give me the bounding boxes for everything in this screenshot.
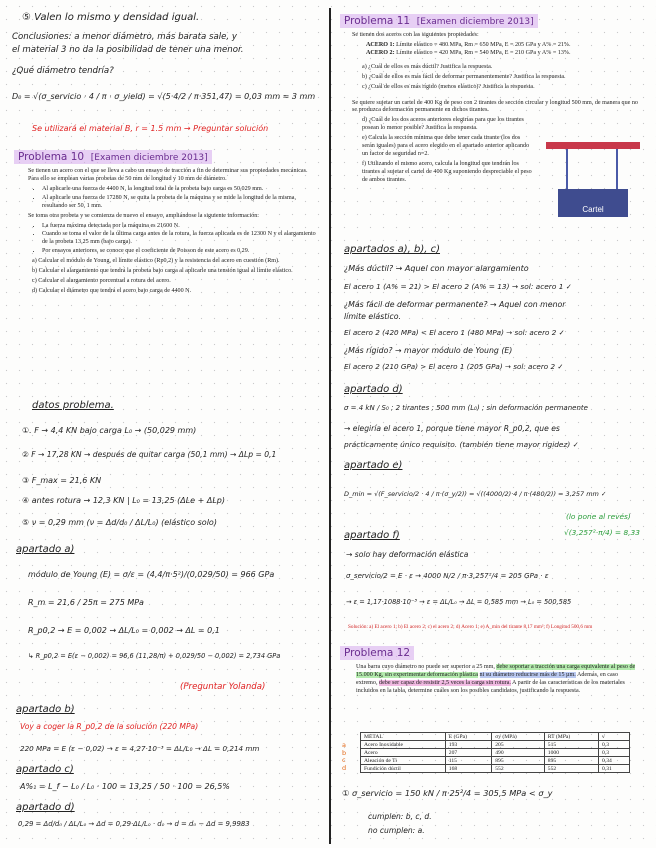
table-cell: 207 <box>445 749 491 757</box>
red-note: Voy a coger la R_p0,2 de la solución (220 MPa) <box>20 722 199 731</box>
steel-line <box>366 50 644 58</box>
table-cell: Acero <box>361 749 446 757</box>
section-heading: apartado d) <box>16 802 75 813</box>
statement-question: b) ¿Cuál de ellos es más fácil de deformar permanentemente? Justifica la respuesta. <box>362 73 566 80</box>
conclusion-line: no cumplen: a. <box>368 826 425 835</box>
table-cell: 193 <box>445 741 491 749</box>
work-line: ① σ_servicio = 150 kN / π·25²/4 = 305,5 MPa < σ_y <box>342 788 553 798</box>
table-cell: 115 <box>445 757 491 765</box>
handwritten-formula: D₀ = √(σ_servicio · 4 / π · σ_yield) = √(5·4/2 / π·351,47) = 0,03 mm ≈ 3 mm <box>12 92 316 101</box>
statement-bullet: • Por ensayos anteriores, se conoce que el coeficiente de Poisson de este acero es 0,29. <box>42 248 318 256</box>
table-cell: 0,3 <box>599 749 630 757</box>
statement-question: a) ¿Cuál de ellos es más dúctil? Justifica la respuesta. <box>362 63 493 70</box>
row-mark: b <box>342 748 347 757</box>
work-line: D_min = √(F_servicio/2 · 4 / π·(σ_y/2)) = √((4000/2)·4 / π·(480/2)) = 3,257 mm ✓ <box>344 490 607 498</box>
statement-question: c) ¿Cuál de ellos es más rígido (menos elástico)? Justifica la respuesta. <box>362 83 535 90</box>
steel-line <box>366 42 644 50</box>
highlighted-text: debe soportar a tracción una carga equivalente al peso de 15.000 Kg, sin experimentar deformación plástica <box>356 664 636 678</box>
work-line: ¿Más dúctil? → Aquel con mayor alargamiento <box>344 264 529 273</box>
statement-question: c) Calcular el alargamiento porcentual a rotura del acero. <box>32 278 171 285</box>
section-heading: datos problema. <box>32 400 114 411</box>
table-cell: 168 <box>445 765 491 773</box>
section-heading: apartado a) <box>16 544 75 555</box>
data-line: ①. F → 4,4 KN bajo carga L₀ → (50,029 mm) <box>22 426 197 435</box>
problem-title-text: Problema 10 <box>18 151 85 163</box>
green-note: (lo pone al revés) <box>566 512 631 521</box>
red-note: (Preguntar Yolanda) <box>180 682 266 692</box>
statement-paragraph: Se toma otra probeta y se comienza de nuevo el ensayo, ampliándose la siguiente información: <box>28 212 259 219</box>
table-cell: Aleación de Ti <box>361 757 446 765</box>
highlighted-text: ni su diámetro reducirse más de 15 µm. <box>479 671 576 678</box>
table-header: E (GPa) <box>445 733 491 741</box>
table-row-marks <box>342 742 346 772</box>
statement-bullet: • Al aplicarle una fuerza de 4400 N, la longitud total de la probeta bajo carga es 50,029 mm. <box>42 186 318 194</box>
highlighted-text: debe ser capaz de resistir 2,5 veces la carga sin rotura. <box>379 679 511 686</box>
table-cell: 515 <box>544 741 598 749</box>
problem-exam-tag: [Examen diciembre 2013] <box>90 153 208 163</box>
work-line: → ε = 1,17·1088·10⁻³ → ε = ΔL/L₀ → ΔL = 0,585 mm → L₀ = 500,585 <box>346 598 572 606</box>
table-cell: 205 <box>492 741 545 749</box>
materials-table <box>360 732 630 773</box>
work-line: → elegiría el acero 1, porque tiene mayor R_p0,2, que es <box>344 424 560 433</box>
solution-line: Solución: a) El acero 1; b) El acero 2; c) el acero 2; d) Acero 1; e) A_min del tirante 8,17 mm²; f) Longitud 500,6 mm <box>348 624 593 630</box>
problem-exam-tag: [Examen diciembre 2013] <box>416 17 534 27</box>
steel-label: ACERO 1: <box>366 41 395 48</box>
statement-bullet: • Al aplicarle una fuerza de 17280 N, se quita la probeta de la máquina y se mide la longitud de la misma, resultando ser 50, 1 mm. <box>42 195 318 211</box>
statement-question: a) Calcular el módulo de Young, el límite elástico (Rp0,2) y la resistencia del acero en cuestión (Rm). <box>32 258 280 265</box>
table-cell: 490 <box>492 749 545 757</box>
statement-paragraph: Se tienen un acero con el que se lleva a cabo un ensayo de tracción a fin de determinar sus propiedades mecánicas. Para ello se emplean varias probetas de 50 mm de longitud y 10 mm de diámetro. <box>28 168 308 182</box>
work-line: límite elástico. <box>344 312 401 321</box>
conclusion-line: cumplen: b, c, d. <box>368 812 432 821</box>
statement-question: e) Calcula la sección mínima que debe tener cada tirante (los dos serán iguales) para el acero elegido en el apartado anterior aplicando un factor de seguridad n=2. <box>362 135 530 158</box>
table-row <box>361 749 630 757</box>
data-line: ② F → 17,28 KN → después de quitar carga (50,1 mm) → ΔLp = 0,1 <box>22 450 277 459</box>
problem-title-text: Problema 11 <box>344 15 411 27</box>
table-cell: 552 <box>492 765 545 773</box>
section-heading: apartados a), b), c) <box>344 244 441 255</box>
tie-rod <box>566 149 568 189</box>
column-divider <box>329 8 331 844</box>
support-beam <box>546 142 640 149</box>
table-header: σy (MPa) <box>492 733 545 741</box>
problem-statement <box>28 168 318 298</box>
data-line: ③ F_max = 21,6 KN <box>22 476 102 485</box>
table-row <box>361 757 630 765</box>
table-row <box>361 765 630 773</box>
work-line: ¿Más rígido? → mayor módulo de Young (E) <box>344 346 513 355</box>
table-cell: 895 <box>492 757 545 765</box>
row-mark: a <box>342 741 346 749</box>
problem-title <box>340 646 414 660</box>
work-line: → solo hay deformación elástica <box>346 550 469 559</box>
statement-bullet: • Cuando se toma el valor de la última carga antes de la rotura, la fuerza aplicada es de 12300 N y el alargamiento de la probeta 13,25 mm (bajo carga). <box>42 231 318 247</box>
work-line: σ = 4 kN / S₀ ; 2 tirantes ; 500 mm (L₀) ; sin deformación permanente <box>344 404 588 412</box>
work-line: El acero 2 (420 MPa) < El acero 1 (480 MPa) → sol: acero 2 ✓ <box>344 328 565 337</box>
problem-statement <box>356 664 640 698</box>
note-line: Conclusiones: a menor diámetro, más barata sale, y <box>12 32 237 42</box>
section-heading: apartado f) <box>344 530 400 541</box>
problem-title <box>340 14 538 28</box>
tie-rod <box>616 149 618 189</box>
table-cell: 0,31 <box>599 765 630 773</box>
note-line: ⑤ Valen lo mismo y densidad igual. <box>22 12 200 23</box>
table-cell: 0,34 <box>599 757 630 765</box>
table-cell: 1000 <box>544 749 598 757</box>
table-header: RT (MPa) <box>544 733 598 741</box>
work-line: R_m = 21,6 / 25π = 275 MPa <box>28 598 144 607</box>
problem-title-text: Problema 12 <box>344 647 411 659</box>
green-note: √(3,257²·π/4) = 8,33 <box>564 528 640 537</box>
steel-props: Límite elástico = 420 MPa, Rm = 540 MPa, E = 210 GPa y A% = 13%. <box>396 49 571 56</box>
work-line: El acero 2 (210 GPa) > El acero 1 (205 GPa) → sol: acero 2 ✓ <box>344 362 564 371</box>
statement-question: f) Utilizando el mismo acero, calcula la longitud que tendrán los tirantes al sujetar el cartel de 400 Kg suponiendo despreciable el peso de ambos tirantes. <box>362 160 532 183</box>
table-cell: Acero Inoxidable <box>361 741 446 749</box>
section-heading: apartado c) <box>16 764 74 775</box>
work-line: prácticamente único requisito. (también tiene mayor rigidez) ✓ <box>344 440 579 449</box>
statement-question: d) Calcular el diámetro que tendrá el acero bajo carga de 4400 N. <box>32 287 192 294</box>
statement-paragraph: Se tienen dos aceros con las siguientes propiedades: <box>352 32 479 38</box>
work-line: ↳ R_p0,2 = E(ε − 0,002) = 96,6 (11,28/π) + 0,029/50 − 0,002) = 2,734 GPa <box>28 652 281 660</box>
cartel-diagram <box>546 142 640 218</box>
table-header: METAL <box>361 733 446 741</box>
statement-paragraph: Se quiere sujetar un cartel de 400 Kg de peso con 2 tirantes de sección circular y longitud 500 mm, de manera que no se produzca deformación permanente en dichos tirantes. <box>352 99 638 114</box>
work-line: 220 MPa = E (ε − 0,02) → ε = 4,27·10⁻³ = ΔL/L₀ → ΔL = 0,214 mm <box>20 744 260 753</box>
table-header-row <box>361 733 630 741</box>
work-line: A%₁ = L_f − L₀ / L₀ · 100 = 13,25 / 50 · 100 = 26,5% <box>20 782 230 791</box>
steel-props: Límite elástico = 480 MPa, Rm = 650 MPa, E = 205 GPa y A% = 21%. <box>396 41 571 48</box>
section-heading: apartado e) <box>344 460 403 471</box>
table-row <box>361 741 630 749</box>
note-line: el material 3 no da la posibilidad de tener una menor. <box>12 45 244 55</box>
note-line: ¿Qué diámetro tendría? <box>12 66 114 76</box>
steel-label: ACERO 2: <box>366 49 395 56</box>
cartel-sign <box>558 189 628 217</box>
table-cell: 895 <box>544 757 598 765</box>
table-header: ν <box>599 733 630 741</box>
problem-title <box>14 150 212 164</box>
data-line: ⑤ ν = 0,29 mm (ν = Δd/d₀ / ΔL/L₀) (elástico solo) <box>22 518 217 527</box>
work-line: El acero 1 (A% = 21) > El acero 2 (A% = 13) → sol: acero 1 ✓ <box>344 282 572 291</box>
work-line: σ_servicio/2 = E · ε → 4000 N/2 / π·3,257²/4 = 205 GPa · ε <box>346 572 549 580</box>
row-mark: d <box>342 763 347 772</box>
work-line: R_p0,2 → E = 0,002 → ΔL/L₀ = 0,002 → ΔL = 0,1 <box>28 626 220 635</box>
row-mark: c <box>342 756 346 765</box>
work-line: módulo de Young (E) = σ/ε = (4,4/π·5²)/(0,029/50) = 966 GPa <box>28 570 275 579</box>
table-cell: 0,3 <box>599 741 630 749</box>
table-cell: Fundición dúctil <box>361 765 446 773</box>
statement-bullet: • La fuerza máxima detectada por la máquina es 21600 N. <box>42 223 318 231</box>
cartel-label: Cartel <box>582 205 604 214</box>
work-line: 0,29 = Δd/d₀ / ΔL/L₀ → Δd = 0,29·ΔL/L₀ · d₀ → d = d₀ − Δd = 9,9983 <box>18 820 250 828</box>
statement-question: d) ¿Cuál de los dos aceros anteriores elegirías para que los tirantes posean lo menor posible? Justifica la respuesta. <box>362 117 524 132</box>
statement-question: b) Calcular el alargamiento que tendrá la probeta bajo carga al aplicarle una tensión igual al límite elástico. <box>32 268 293 275</box>
work-line: ¿Más fácil de deformar permanente? → Aquel con menor <box>344 300 566 309</box>
section-heading: apartado d) <box>344 384 403 395</box>
table-cell: 552 <box>544 765 598 773</box>
red-note: Se utilizará el material B, r = 1.5 mm → Preguntar solución <box>32 124 269 133</box>
section-heading: apartado b) <box>16 704 75 715</box>
data-line: ④ antes rotura → 12,3 KN | L₀ = 13,25 (ΔLe + ΔLp) <box>22 496 225 505</box>
statement-paragraph: Una barra cuyo diámetro no puede ser superior a 25 mm, debe soportar a tracción una carga equivalente al peso de 15.000 Kg, sin experimentar deformación plástica ni su diámetro reducirse más de 15 µm. Además, en caso extremo, debe ser capaz de resistir 2,5 veces la carga sin rotura. A partir de las características de los materiales incluidos en la tabla, determine cuáles son los posibles candidatos, justificando la respuesta. <box>356 664 636 694</box>
